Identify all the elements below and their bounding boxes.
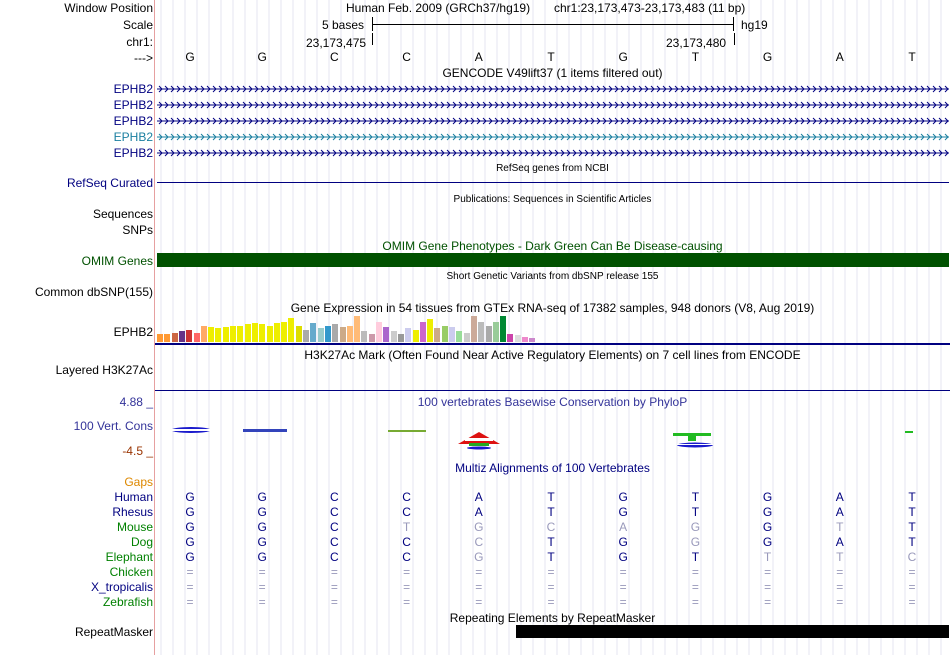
species-label[interactable]: Zebrafish <box>102 595 153 609</box>
gencode-title[interactable]: GENCODE V49lift37 (1 items filtered out) <box>442 66 663 80</box>
gtex-tissue-bar[interactable] <box>172 333 178 342</box>
gtex-tissue-bar[interactable] <box>383 327 389 342</box>
alignment-base: T <box>691 490 700 504</box>
alignment-base: A <box>474 490 483 504</box>
alignment-base: = <box>475 595 483 609</box>
gtex-tissue-bar[interactable] <box>449 327 455 342</box>
gencode-transcript-line[interactable] <box>157 116 949 126</box>
gtex-tissue-bar[interactable] <box>413 330 419 342</box>
gtex-label[interactable]: EPHB2 <box>113 325 153 339</box>
alignment-base: G <box>618 535 628 549</box>
alignment-base: T <box>908 505 916 519</box>
gencode-transcript-line[interactable] <box>157 132 949 142</box>
alignment-base: A <box>835 535 844 549</box>
gtex-tissue-bar[interactable] <box>361 331 367 342</box>
gtex-tissue-bar[interactable] <box>208 327 214 342</box>
reference-base: G <box>618 50 628 64</box>
gtex-tissue-bar[interactable] <box>252 323 258 342</box>
gtex-tissue-bar[interactable] <box>405 328 411 342</box>
alignment-base: C <box>402 505 411 519</box>
alignment-base: G <box>185 520 195 534</box>
alignment-base: G <box>257 535 267 549</box>
alignment-base: = <box>186 565 194 579</box>
alignment-base: = <box>258 565 266 579</box>
alignment-base: = <box>619 565 627 579</box>
reference-base: T <box>691 50 700 64</box>
chr-label[interactable]: chr1: <box>126 35 153 49</box>
omim-label[interactable]: OMIM Genes <box>81 254 153 268</box>
gencode-transcript-label[interactable]: EPHB2 <box>113 146 153 160</box>
coord-start-tick <box>372 33 373 45</box>
alignment-base: = <box>186 580 194 594</box>
h3k27ac-title[interactable]: H3K27Ac Mark (Often Found Near Active Regulatory Elements) on 7 cell lines from ENCODE <box>304 348 801 362</box>
alignment-base: = <box>691 580 699 594</box>
gtex-tissue-bar[interactable] <box>486 326 492 342</box>
repeatmasker-label[interactable]: RepeatMasker <box>74 625 153 639</box>
reference-base: T <box>908 50 916 64</box>
gtex-tissue-bar[interactable] <box>201 326 207 342</box>
gtex-tissue-bar[interactable] <box>340 327 346 342</box>
alignment-base: C <box>546 520 556 534</box>
phylop-letter-g2 <box>243 429 287 432</box>
reference-base: G <box>185 50 195 64</box>
dbsnp-title[interactable]: Short Genetic Variants from dbSNP release 155 <box>446 271 659 282</box>
gtex-title[interactable]: Gene Expression in 54 tissues from GTEx RNA-seq of 17382 samples, 948 donors (V8, Aug 2019) <box>290 301 815 315</box>
h3k27ac-baseline <box>155 390 950 391</box>
alignment-base: A <box>474 505 483 519</box>
alignment-base: C <box>330 550 339 564</box>
window-position-label: Window Position <box>64 1 153 15</box>
gtex-tissue-bar[interactable] <box>186 330 192 342</box>
species-label[interactable]: Rhesus <box>112 505 153 519</box>
publications-title[interactable]: Publications: Sequences in Scientific Articles <box>453 194 652 205</box>
reference-base: A <box>474 50 483 64</box>
alignment-base: T <box>547 535 555 549</box>
alignment-base: T <box>547 505 555 519</box>
coord-end-tick <box>734 33 735 45</box>
gtex-tissue-bar[interactable] <box>464 333 470 342</box>
omim-title[interactable]: OMIM Gene Phenotypes - Dark Green Can Be Disease-causing <box>382 239 723 253</box>
alignment-base: C <box>402 535 411 549</box>
gtex-tissue-bar[interactable] <box>194 333 200 342</box>
alignment-base: T <box>908 490 916 504</box>
sequences-label[interactable]: Sequences <box>92 207 153 221</box>
alignment-base: C <box>474 535 484 549</box>
db-text: hg19 <box>741 18 768 32</box>
alignment-base: G <box>257 505 267 519</box>
alignment-base: T <box>908 535 916 549</box>
alignment-base: G <box>185 505 195 519</box>
gtex-tissue-bar[interactable] <box>500 316 506 342</box>
species-label[interactable]: Dog <box>130 535 153 549</box>
alignment-base: = <box>547 595 555 609</box>
alignment-base: = <box>619 595 627 609</box>
alignment-base: = <box>258 580 266 594</box>
alignment-base: T <box>402 520 411 534</box>
alignment-base: = <box>475 565 483 579</box>
alignment-base: = <box>403 595 411 609</box>
gtex-tissue-bar[interactable] <box>354 316 360 342</box>
gtex-tissue-bar[interactable] <box>296 326 302 342</box>
phylop-title[interactable]: 100 vertebrates Basewise Conservation by PhyloP <box>417 395 688 409</box>
alignment-base: G <box>185 490 195 504</box>
alignment-base: = <box>764 565 772 579</box>
gencode-transcript-line[interactable] <box>157 84 949 94</box>
repeatmasker-title[interactable]: Repeating Elements by RepeatMasker <box>449 611 656 625</box>
species-label[interactable]: Human <box>114 490 153 504</box>
gtex-tissue-bar[interactable] <box>332 324 338 342</box>
omim-phenotype-bar[interactable] <box>157 253 949 267</box>
alignment-base: G <box>185 535 195 549</box>
refseq-label[interactable]: RefSeq Curated <box>66 176 153 190</box>
scale-label: Scale <box>122 18 153 32</box>
alignment-base: T <box>691 550 700 564</box>
alignment-base: C <box>330 520 339 534</box>
gtex-tissue-bar[interactable] <box>369 334 375 342</box>
gencode-transcript-label[interactable]: EPHB2 <box>113 82 153 96</box>
phylop-letter-g1 <box>171 427 211 433</box>
gtex-tissue-bar[interactable] <box>318 328 324 342</box>
reference-base: C <box>330 50 339 64</box>
species-label[interactable]: X_tropicalis <box>90 580 153 594</box>
alignment-base: G <box>257 490 267 504</box>
alignment-base: = <box>475 580 483 594</box>
phylop-letter-a <box>458 432 500 450</box>
alignment-base: A <box>835 490 844 504</box>
gtex-tissue-bar[interactable] <box>456 331 462 342</box>
alignment-base: = <box>836 595 844 609</box>
alignment-base: T <box>547 490 555 504</box>
strand-arrow-label[interactable]: ---> <box>134 51 153 65</box>
scale-text: 5 bases <box>322 18 365 32</box>
alignment-base: C <box>330 490 339 504</box>
alignment-base: G <box>618 490 628 504</box>
alignment-base: G <box>474 550 484 564</box>
label-divider <box>154 0 155 655</box>
alignment-base: C <box>402 490 411 504</box>
species-label[interactable]: Mouse <box>116 520 153 534</box>
reference-base: C <box>402 50 411 64</box>
species-label[interactable]: Chicken <box>109 565 153 579</box>
alignment-base: = <box>403 565 411 579</box>
gencode-transcript-label[interactable]: EPHB2 <box>113 114 153 128</box>
alignment-base: = <box>547 580 555 594</box>
gtex-tissue-bar[interactable] <box>398 334 404 342</box>
gtex-tissue-bar[interactable] <box>442 326 448 342</box>
alignment-base: = <box>836 580 844 594</box>
gtex-tissue-bar[interactable] <box>493 322 499 342</box>
gtex-tissue-bar[interactable] <box>325 326 331 342</box>
alignment-base: = <box>330 595 338 609</box>
reference-base: T <box>547 50 555 64</box>
alignment-base: T <box>763 550 772 564</box>
phylop-letter-t <box>673 433 713 448</box>
refseq-gene-line[interactable] <box>157 182 949 183</box>
species-label[interactable]: Elephant <box>105 550 153 564</box>
multiz-title[interactable]: Multiz Alignments of 100 Vertebrates <box>455 461 650 475</box>
snps-label[interactable]: SNPs <box>122 223 153 237</box>
alignment-base: G <box>257 520 267 534</box>
repeat-element-block[interactable] <box>516 625 949 638</box>
gtex-tissue-bar[interactable] <box>427 319 433 342</box>
alignment-base: C <box>402 550 411 564</box>
gtex-tissue-bar[interactable] <box>478 322 484 342</box>
gtex-tissue-bar[interactable] <box>223 327 229 342</box>
alignment-base: = <box>330 565 338 579</box>
gtex-tissue-bar[interactable] <box>376 322 382 342</box>
reference-base: G <box>257 50 267 64</box>
gtex-tissue-bar[interactable] <box>529 338 535 342</box>
alignment-base: = <box>764 595 772 609</box>
alignment-base: = <box>836 565 844 579</box>
gtex-tissue-bar[interactable] <box>179 331 185 342</box>
gtex-tissue-bar[interactable] <box>303 330 309 342</box>
gtex-tissue-bar[interactable] <box>215 328 221 342</box>
gtex-tissue-bar[interactable] <box>420 322 426 342</box>
alignment-base: C <box>330 505 339 519</box>
gtex-tissue-bar[interactable] <box>347 326 353 342</box>
alignment-base: G <box>690 535 701 549</box>
gtex-baseline <box>155 343 950 345</box>
alignment-base: = <box>691 565 699 579</box>
gtex-tissue-bar[interactable] <box>507 334 513 342</box>
phylop-label[interactable]: 100 Vert. Cons <box>73 419 153 433</box>
gtex-tissue-bar[interactable] <box>515 335 521 342</box>
reference-base: A <box>835 50 844 64</box>
alignment-base: G <box>690 520 701 534</box>
alignment-base: G <box>762 490 773 504</box>
alignment-base: = <box>908 580 916 594</box>
alignment-base: = <box>908 595 916 609</box>
gencode-transcript-line[interactable] <box>157 148 949 158</box>
gtex-expression-chart[interactable] <box>157 315 557 342</box>
assembly-text: Human Feb. 2009 (GRCh37/hg19) <box>346 1 531 15</box>
gtex-tissue-bar[interactable] <box>259 324 265 342</box>
phylop-max: 4.88 _ <box>119 395 153 409</box>
alignment-base: = <box>691 595 699 609</box>
alignment-base: G <box>185 550 195 564</box>
alignment-base: = <box>403 580 411 594</box>
alignment-base: G <box>618 550 628 564</box>
refseq-title[interactable]: RefSeq genes from NCBI <box>496 163 609 174</box>
gtex-tissue-bar[interactable] <box>310 323 316 342</box>
gencode-transcript-label[interactable]: EPHB2 <box>113 130 153 144</box>
alignment-base: = <box>258 595 266 609</box>
position-text: chr1:23,173,473-23,173,483 (11 bp) <box>554 1 746 15</box>
gaps-label[interactable]: Gaps <box>124 475 153 489</box>
alignment-base: T <box>691 505 700 519</box>
alignment-base: = <box>908 565 916 579</box>
alignment-base: = <box>547 565 555 579</box>
gtex-tissue-bar[interactable] <box>274 323 280 342</box>
alignment-base: G <box>762 520 773 534</box>
alignment-base: A <box>619 520 628 534</box>
gtex-tissue-bar[interactable] <box>434 328 440 342</box>
gtex-tissue-bar[interactable] <box>281 322 287 342</box>
alignment-base: T <box>547 550 555 564</box>
gtex-tissue-bar[interactable] <box>230 326 236 342</box>
alignment-base: T <box>836 520 844 534</box>
gtex-tissue-bar[interactable] <box>522 337 528 342</box>
gtex-tissue-bar[interactable] <box>164 334 170 342</box>
phylop-letter-t2 <box>905 431 913 433</box>
gtex-tissue-bar[interactable] <box>157 334 163 342</box>
gtex-tissue-bar[interactable] <box>471 316 477 342</box>
alignment-base: C <box>907 550 917 564</box>
gtex-tissue-bar[interactable] <box>267 326 273 342</box>
alignment-base: G <box>257 550 267 564</box>
phylop-letter-c <box>388 430 426 432</box>
phylop-min: -4.5 _ <box>122 444 153 458</box>
gtex-tissue-bar[interactable] <box>245 324 251 342</box>
gtex-tissue-bar[interactable] <box>288 318 294 342</box>
alignment-base: = <box>330 580 338 594</box>
coord-start: 23,173,475 <box>306 36 367 50</box>
alignment-base: G <box>762 535 773 549</box>
alignment-base: G <box>618 505 628 519</box>
alignment-base: G <box>474 520 484 534</box>
coord-end: 23,173,480 <box>666 36 727 50</box>
alignment-base: G <box>762 505 773 519</box>
alignment-base: T <box>908 520 916 534</box>
phylop-logo[interactable] <box>155 418 950 452</box>
alignment-base: C <box>330 535 339 549</box>
gencode-transcript-line[interactable] <box>157 100 949 110</box>
scale-bar <box>372 17 734 31</box>
alignment-base: T <box>836 550 844 564</box>
alignment-base: = <box>619 580 627 594</box>
gtex-tissue-bar[interactable] <box>391 331 397 342</box>
alignment-base: = <box>764 580 772 594</box>
gencode-transcript-label[interactable]: EPHB2 <box>113 98 153 112</box>
gtex-tissue-bar[interactable] <box>237 326 243 342</box>
alignment-base: A <box>835 505 844 519</box>
h3k27ac-label[interactable]: Layered H3K27Ac <box>55 363 153 377</box>
alignment-base: = <box>186 595 194 609</box>
dbsnp-label[interactable]: Common dbSNP(155) <box>34 285 153 299</box>
reference-base: G <box>762 50 773 64</box>
